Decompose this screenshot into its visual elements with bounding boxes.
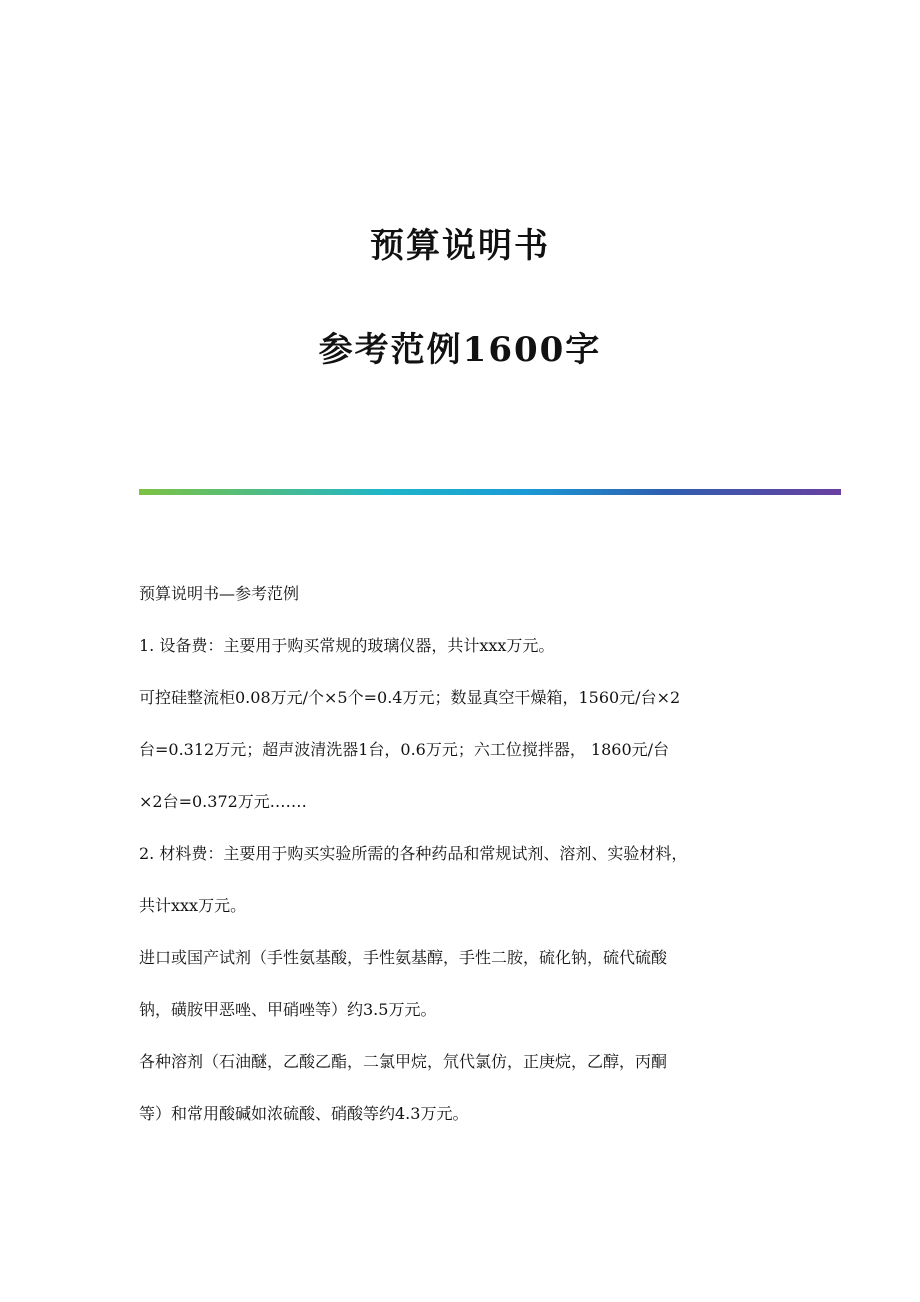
document-subtitle: 参考范例1600字 [318, 330, 602, 370]
body-line: 台=0.312万元；超声波清洗器1台，0.6万元；六工位搅拌器， 1860元/台 [139, 740, 670, 759]
body-line: 1. 设备费：主要用于购买常规的玻璃仪器，共计xxx万元。 [139, 636, 555, 655]
body-line: 预算说明书—参考范例 [139, 584, 300, 603]
body-line: 可控硅整流柜0.08万元/个×5个=0.4万元；数显真空干燥箱，1560元/台×2 [139, 688, 681, 707]
document-title: 预算说明书 [370, 226, 550, 266]
body-line: 共计xxx万元。 [139, 896, 247, 915]
body-line: 钠，磺胺甲恶唑、甲硝唑等）约3.5万元。 [139, 1000, 437, 1019]
body-line: 2. 材料费：主要用于购买实验所需的各种药品和常规试剂、溶剂、实验材料， [139, 844, 688, 863]
body-line: 进口或国产试剂（手性氨基酸，手性氨基醇，手性二胺，硫化钠，硫代硫酸 [139, 948, 668, 967]
body-line: 各种溶剂（石油醚，乙酸乙酯，二氯甲烷，氘代氯仿，正庚烷，乙醇，丙酮 [139, 1052, 668, 1071]
body-line: 等）和常用酸碱如浓硫酸、硝酸等约4.3万元。 [139, 1104, 469, 1123]
gradient-divider [139, 489, 841, 495]
document-body [139, 568, 789, 1140]
body-line: ×2台=0.372万元.…… [139, 792, 307, 811]
